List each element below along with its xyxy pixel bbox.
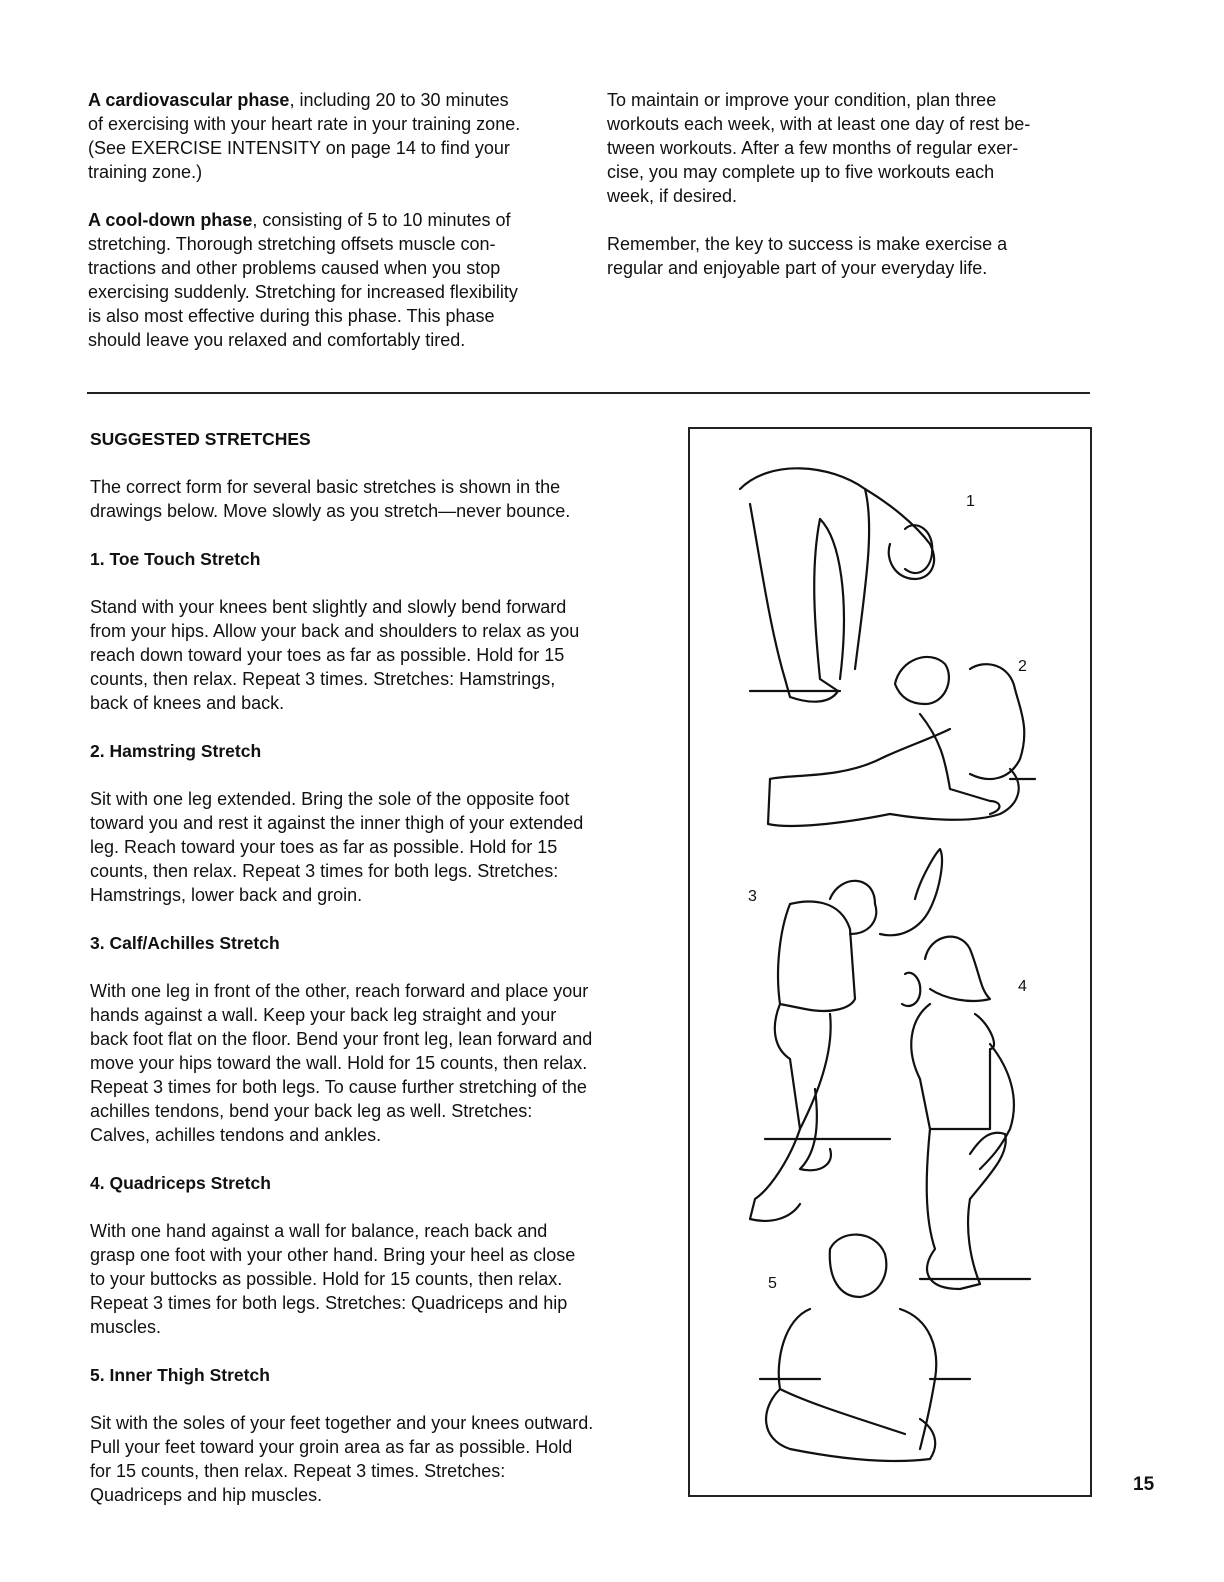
paragraph-gap <box>90 1387 593 1411</box>
text-line <box>88 280 520 304</box>
phase-descriptions-column <box>88 88 520 352</box>
line-text: tween workouts. After a few months of regular exer- <box>607 138 1019 158</box>
line-text: toward you and rest it against the inner thigh of your extended <box>90 813 584 833</box>
line-text: is also most effective during this phase. This phase <box>88 306 495 326</box>
line-text: 5. Inner Thigh Stretch <box>90 1365 270 1385</box>
text-line <box>90 739 593 763</box>
line-text: Repeat 3 times for both legs. To cause further stretching of the <box>90 1077 587 1097</box>
paragraph-gap <box>90 715 593 739</box>
text-line <box>90 1099 593 1123</box>
section-heading <box>90 739 593 763</box>
line-text: regular and enjoyable part of your everyday life. <box>607 258 988 278</box>
text-line <box>88 88 520 112</box>
text-line <box>90 811 593 835</box>
paragraph <box>607 88 1030 208</box>
line-text: grasp one foot with your other hand. Bring your heel as close <box>90 1245 576 1265</box>
text-line <box>90 619 593 643</box>
line-text: leg. Reach toward your toes as far as possible. Hold for 15 <box>90 837 558 857</box>
line-text: 3. Calf/Achilles Stretch <box>90 933 280 953</box>
paragraph-gap <box>90 1147 593 1171</box>
stretch-illustrations-panel <box>688 427 1092 1497</box>
text-line <box>88 304 520 328</box>
line-text: Hamstrings, lower back and groin. <box>90 885 363 905</box>
line-text: To maintain or improve your condition, plan three <box>607 90 997 110</box>
lead-in-bold: A cool-down phase <box>88 210 253 230</box>
paragraph <box>90 1411 593 1507</box>
paragraph <box>90 979 593 1147</box>
text-line <box>90 859 593 883</box>
text-line <box>88 112 520 136</box>
text-line <box>90 1003 593 1027</box>
line-text: , consisting of 5 to 10 minutes of <box>252 210 511 230</box>
line-text: from your hips. Allow your back and shoulders to relax as you <box>90 621 580 641</box>
text-line <box>90 1075 593 1099</box>
line-text: Sit with one leg extended. Bring the sole of the opposite foot <box>90 789 570 809</box>
hamstring-figure-illustration <box>768 657 1035 826</box>
text-line <box>90 931 593 955</box>
line-text: Quadriceps and hip muscles. <box>90 1485 323 1505</box>
figure-label-2: 2 <box>1018 658 1027 675</box>
text-line <box>90 691 593 715</box>
line-text: week, if desired. <box>607 186 738 206</box>
line-text: (See EXERCISE INTENSITY on page 14 to find your <box>88 138 510 158</box>
text-line <box>90 475 593 499</box>
line-text: With one hand against a wall for balance, reach back and <box>90 1221 548 1241</box>
text-line <box>607 136 1030 160</box>
paragraph-gap <box>90 907 593 931</box>
line-text: 4. Quadriceps Stretch <box>90 1173 271 1193</box>
paragraph-gap <box>607 208 1030 232</box>
text-line <box>607 112 1030 136</box>
paragraph-gap <box>90 955 593 979</box>
text-line <box>90 1171 593 1195</box>
line-text: exercising suddenly. Stretching for increased flexibility <box>88 282 518 302</box>
text-line <box>88 160 520 184</box>
line-text: training zone.) <box>88 162 203 182</box>
line-text: to your buttocks as possible. Hold for 15 counts, then relax. <box>90 1269 563 1289</box>
suggested-stretches-section <box>90 427 593 1507</box>
text-line <box>90 427 593 451</box>
line-text: stretching. Thorough stretching offsets muscle con- <box>88 234 496 254</box>
text-line <box>90 883 593 907</box>
text-line <box>90 979 593 1003</box>
text-line <box>88 256 520 280</box>
section-divider <box>87 392 1090 394</box>
line-text: should leave you relaxed and comfortably tired. <box>88 330 466 350</box>
text-line <box>607 256 1030 280</box>
paragraph <box>90 1219 593 1339</box>
paragraph-gap <box>90 451 593 475</box>
line-text: muscles. <box>90 1317 162 1337</box>
line-text: Calves, achilles tendons and ankles. <box>90 1125 382 1145</box>
calf-stretch-figure-illustration <box>750 849 942 1221</box>
line-text: counts, then relax. Repeat 3 times for both legs. Stretches: <box>90 861 559 881</box>
paragraph-gap <box>90 763 593 787</box>
text-line <box>90 547 593 571</box>
quadriceps-figure-illustration <box>902 937 1030 1289</box>
line-text: Stand with your knees bent slightly and slowly bend forward <box>90 597 567 617</box>
line-text: for 15 counts, then relax. Repeat 3 times. Stretches: <box>90 1461 506 1481</box>
figure-label-4: 4 <box>1018 978 1027 995</box>
text-line <box>90 787 593 811</box>
figure-label-3: 3 <box>748 888 757 905</box>
paragraph <box>607 232 1030 280</box>
paragraph-gap <box>90 523 593 547</box>
paragraph <box>90 787 593 907</box>
text-line <box>90 1435 593 1459</box>
text-line <box>88 136 520 160</box>
text-line <box>90 1483 593 1507</box>
line-text: With one leg in front of the other, reach forward and place your <box>90 981 589 1001</box>
figure-label-5: 5 <box>768 1275 777 1292</box>
text-line <box>88 208 520 232</box>
lead-in-bold: A cardiovascular phase <box>88 90 290 110</box>
text-line <box>90 1027 593 1051</box>
line-text: of exercising with your heart rate in your training zone. <box>88 114 521 134</box>
line-text: tractions and other problems caused when you stop <box>88 258 501 278</box>
text-line <box>90 1051 593 1075</box>
line-text: workouts each week, with at least one day of rest be- <box>607 114 1031 134</box>
line-text: back foot flat on the floor. Bend your front leg, lean forward and <box>90 1029 593 1049</box>
paragraph-gap <box>90 571 593 595</box>
paragraph <box>88 88 520 184</box>
line-text: Repeat 3 times for both legs. Stretches: Quadriceps and hip <box>90 1293 568 1313</box>
figure-label-1: 1 <box>966 493 975 510</box>
text-line <box>607 88 1030 112</box>
text-line <box>607 160 1030 184</box>
text-line <box>90 1219 593 1243</box>
text-line <box>90 1363 593 1387</box>
section-heading <box>90 1171 593 1195</box>
workout-advice-column <box>607 88 1030 280</box>
text-line <box>90 667 593 691</box>
line-text: 2. Hamstring Stretch <box>90 741 262 761</box>
section-heading <box>90 547 593 571</box>
line-text: hands against a wall. Keep your back leg straight and your <box>90 1005 557 1025</box>
text-line <box>88 328 520 352</box>
text-line <box>90 1267 593 1291</box>
text-line <box>90 1411 593 1435</box>
line-text: move your hips toward the wall. Hold for 15 counts, then relax. <box>90 1053 588 1073</box>
paragraph-gap <box>90 1339 593 1363</box>
line-text: cise, you may complete up to five workouts each <box>607 162 995 182</box>
section-heading <box>90 427 593 451</box>
paragraph-gap <box>90 1195 593 1219</box>
text-line <box>90 1315 593 1339</box>
line-text: Remember, the key to success is make exercise a <box>607 234 1008 254</box>
text-line <box>90 1243 593 1267</box>
text-line <box>90 499 593 523</box>
line-text: reach down toward your toes as far as possible. Hold for 15 <box>90 645 565 665</box>
text-line <box>607 184 1030 208</box>
line-text: back of knees and back. <box>90 693 285 713</box>
paragraph <box>90 475 593 523</box>
text-line <box>90 1459 593 1483</box>
inner-thigh-figure-illustration <box>760 1235 970 1461</box>
line-text: Sit with the soles of your feet together and your knees outward. <box>90 1413 594 1433</box>
line-text: SUGGESTED STRETCHES <box>90 429 311 449</box>
line-text: Pull your feet toward your groin area as far as possible. Hold <box>90 1437 573 1457</box>
page-number: 15 <box>1133 1474 1155 1495</box>
line-text: counts, then relax. Repeat 3 times. Stretches: Hamstrings, <box>90 669 556 689</box>
paragraph <box>90 595 593 715</box>
text-line <box>90 1123 593 1147</box>
text-line <box>90 643 593 667</box>
text-line <box>607 232 1030 256</box>
line-text: achilles tendons, bend your back leg as well. Stretches: <box>90 1101 533 1121</box>
section-heading <box>90 1363 593 1387</box>
text-line <box>90 595 593 619</box>
text-line <box>90 835 593 859</box>
section-heading <box>90 931 593 955</box>
line-text: drawings below. Move slowly as you stretch—never bounce. <box>90 501 571 521</box>
text-line <box>90 1291 593 1315</box>
paragraph-gap <box>88 184 520 208</box>
paragraph <box>88 208 520 352</box>
line-text: , including 20 to 30 minutes <box>289 90 509 110</box>
text-line <box>88 232 520 256</box>
line-text: 1. Toe Touch Stretch <box>90 549 261 569</box>
line-text: The correct form for several basic stretches is shown in the <box>90 477 561 497</box>
